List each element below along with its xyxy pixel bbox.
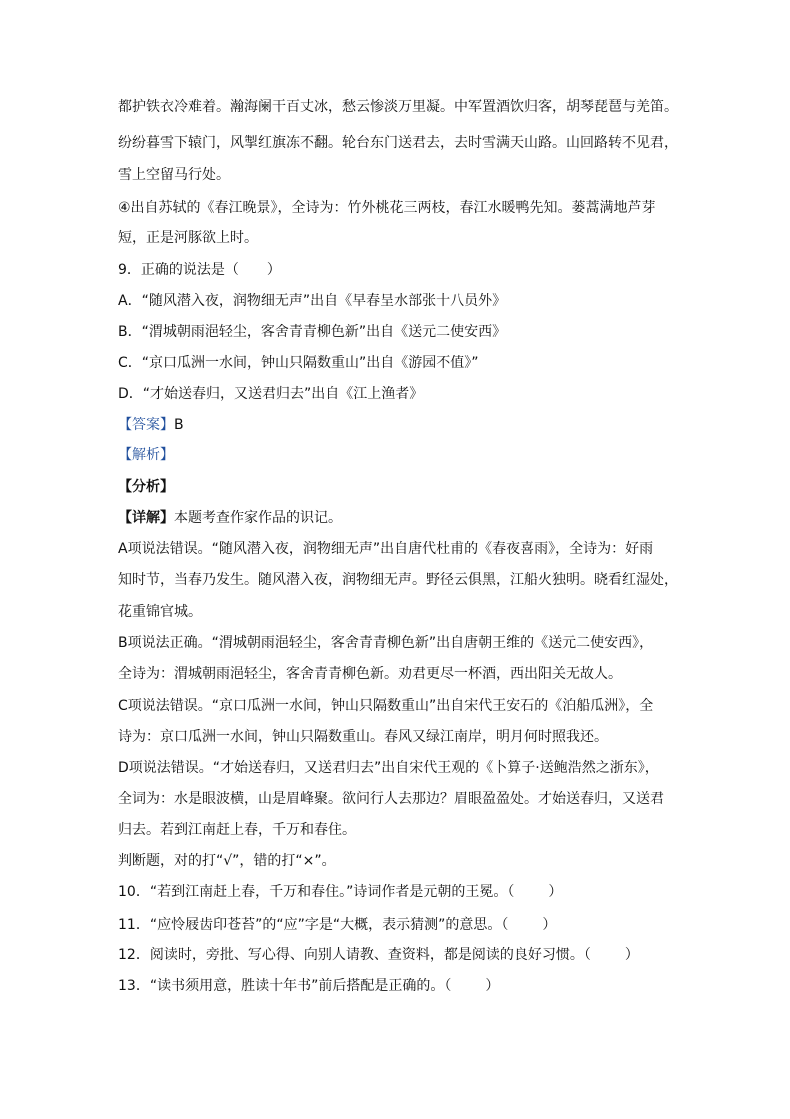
option-a: A．“随风潜入夜，润物细无声”出自《早春呈水部张十八员外》 xyxy=(118,293,507,309)
explanation-line: 花重锦官城。 xyxy=(118,604,202,620)
answer-value: B xyxy=(174,417,184,433)
fenxi-tag: 【分析】 xyxy=(118,479,174,495)
detail-tag: 【详解】 xyxy=(118,510,174,526)
explanation-line: 归去。若到江南赶上春，千万和春住。 xyxy=(118,822,356,838)
judgement-text: 11．“应怜屐齿印苍苔”的“应”字是“大概，表示猜测”的意思。（ xyxy=(118,917,509,933)
judgement-text: 12．阅读时，旁批、写心得、向别人请教、查资料，都是阅读的良好习惯。（ xyxy=(118,947,591,963)
explanation-line: A项说法错误。“随风潜入夜，润物细无声”出自唐代杜甫的《春夜喜雨》，全诗为：好雨 xyxy=(118,541,654,557)
judgement-item-13 xyxy=(118,977,499,995)
explanation-line: C项说法错误。“京口瓜洲一水间，钟山只隔数重山”出自宋代王安石的《泊船瓜洲》，全 xyxy=(118,698,654,714)
text-line: ④出自苏轼的《春江晚景》，全诗为：竹外桃花三两枝，春江水暖鸭先知。蒌蒿满地芦芽 xyxy=(118,200,656,216)
option-b: B．“渭城朝雨浥轻尘，客舍青青柳色新”出自《送元二使安西》 xyxy=(118,324,507,340)
option-c: C．“京口瓜洲一水间，钟山只隔数重山”出自《游园不值》” xyxy=(118,355,479,371)
detail-text: 本题考查作家作品的识记。 xyxy=(174,510,342,526)
text-line: 短，正是河豚欲上时。 xyxy=(118,230,258,246)
judgement-text: 10．“若到江南赶上春，千万和春住。”诗词作者是元朝的王冕。（ xyxy=(118,884,515,900)
option-d: D．“才始送春归，又送君归去”出自《江上渔者》 xyxy=(118,386,424,402)
judgement-intro: 判断题，对的打“√”，错的打“×”。 xyxy=(118,853,336,869)
explanation-line: B项说法正确。“渭城朝雨浥轻尘，客舍青青柳色新”出自唐朝王维的《送元二使安西》， xyxy=(118,635,654,651)
judgement-text: 13．“读书须用意，胜读十年书”前后搭配是正确的。（ xyxy=(118,978,452,994)
judgement-close: ） xyxy=(542,917,557,933)
judgement-item-10 xyxy=(118,883,562,901)
explanation-line: 知时节，当春乃发生。随风潜入夜，润物细无声。野径云俱黑，江船火独明。晓看红湿处， xyxy=(118,572,678,588)
text-line: 雪上空留马行处。 xyxy=(118,167,230,183)
detail-line xyxy=(118,509,342,527)
question-9-stem: 9．正确的说法是（ ） xyxy=(118,262,281,278)
analysis-tag: 【解析】 xyxy=(118,447,174,463)
answer-line xyxy=(118,416,184,434)
text-line: 纷纷暮雪下辕门，风掣红旗冻不翻。轮台东门送君去，去时雪满天山路。山回路转不见君， xyxy=(118,135,678,151)
judgement-close: ） xyxy=(548,884,563,900)
text-line: 都护铁衣冷难着。瀚海阑干百丈冰，愁云惨淡万里凝。中军置酒饮归客，胡琴琵琶与羌笛。 xyxy=(118,99,678,115)
judgement-item-11 xyxy=(118,916,556,934)
explanation-line: 诗为：京口瓜洲一水间，钟山只隔数重山。春风又绿江南岸，明月何时照我还。 xyxy=(118,729,608,745)
explanation-line: 全词为：水是眼波横，山是眉峰聚。欲问行人去那边？眉眼盈盈处。才始送春归，又送君 xyxy=(118,791,664,807)
explanation-line: D项说法错误。“才始送春归，又送君归去”出自宋代王观的《卜算子·送鲍浩然之浙东》， xyxy=(118,760,659,776)
answer-tag: 【答案】 xyxy=(118,417,174,433)
judgement-item-12 xyxy=(118,946,639,964)
judgement-close: ） xyxy=(485,978,500,994)
explanation-line: 全诗为：渭城朝雨浥轻尘，客舍青青柳色新。劝君更尽一杯酒，西出阳关无故人。 xyxy=(118,666,622,682)
judgement-close: ） xyxy=(624,947,639,963)
